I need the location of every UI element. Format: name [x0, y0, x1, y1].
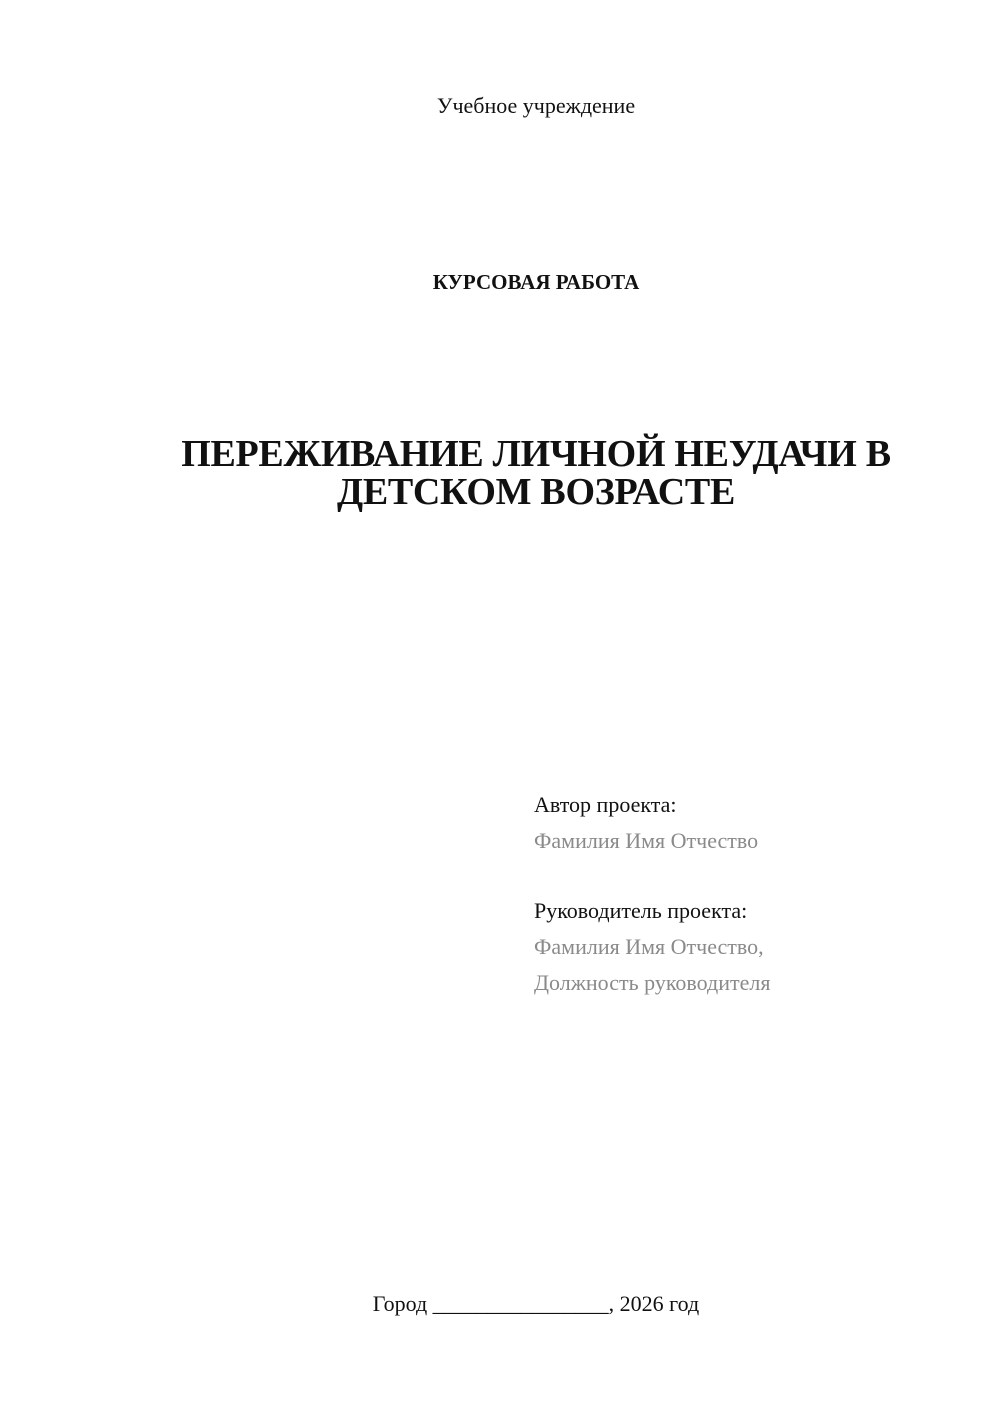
- info-spacer: [534, 859, 974, 893]
- title-line-2: ДЕТСКОМ ВОЗРАСТЕ: [336, 471, 735, 513]
- document-title: [100, 435, 972, 511]
- title-line-1: ПЕРЕЖИВАНИЕ ЛИЧНОЙ НЕУДАЧИ В: [181, 433, 891, 475]
- author-label: Автор проекта:: [534, 792, 677, 817]
- institution-name: Учебное учреждение: [436, 93, 636, 118]
- project-info-block: [534, 787, 974, 1001]
- supervisor-position: Должность руководителя: [534, 970, 771, 995]
- author-name: Фамилия Имя Отчество: [534, 828, 759, 853]
- work-type-heading: КУРСОВАЯ РАБОТА: [432, 270, 640, 294]
- city-year-footer: Город ________________, 2026 год: [372, 1291, 700, 1316]
- supervisor-name: Фамилия Имя Отчество,: [534, 934, 764, 959]
- supervisor-label: Руководитель проекта:: [534, 898, 748, 923]
